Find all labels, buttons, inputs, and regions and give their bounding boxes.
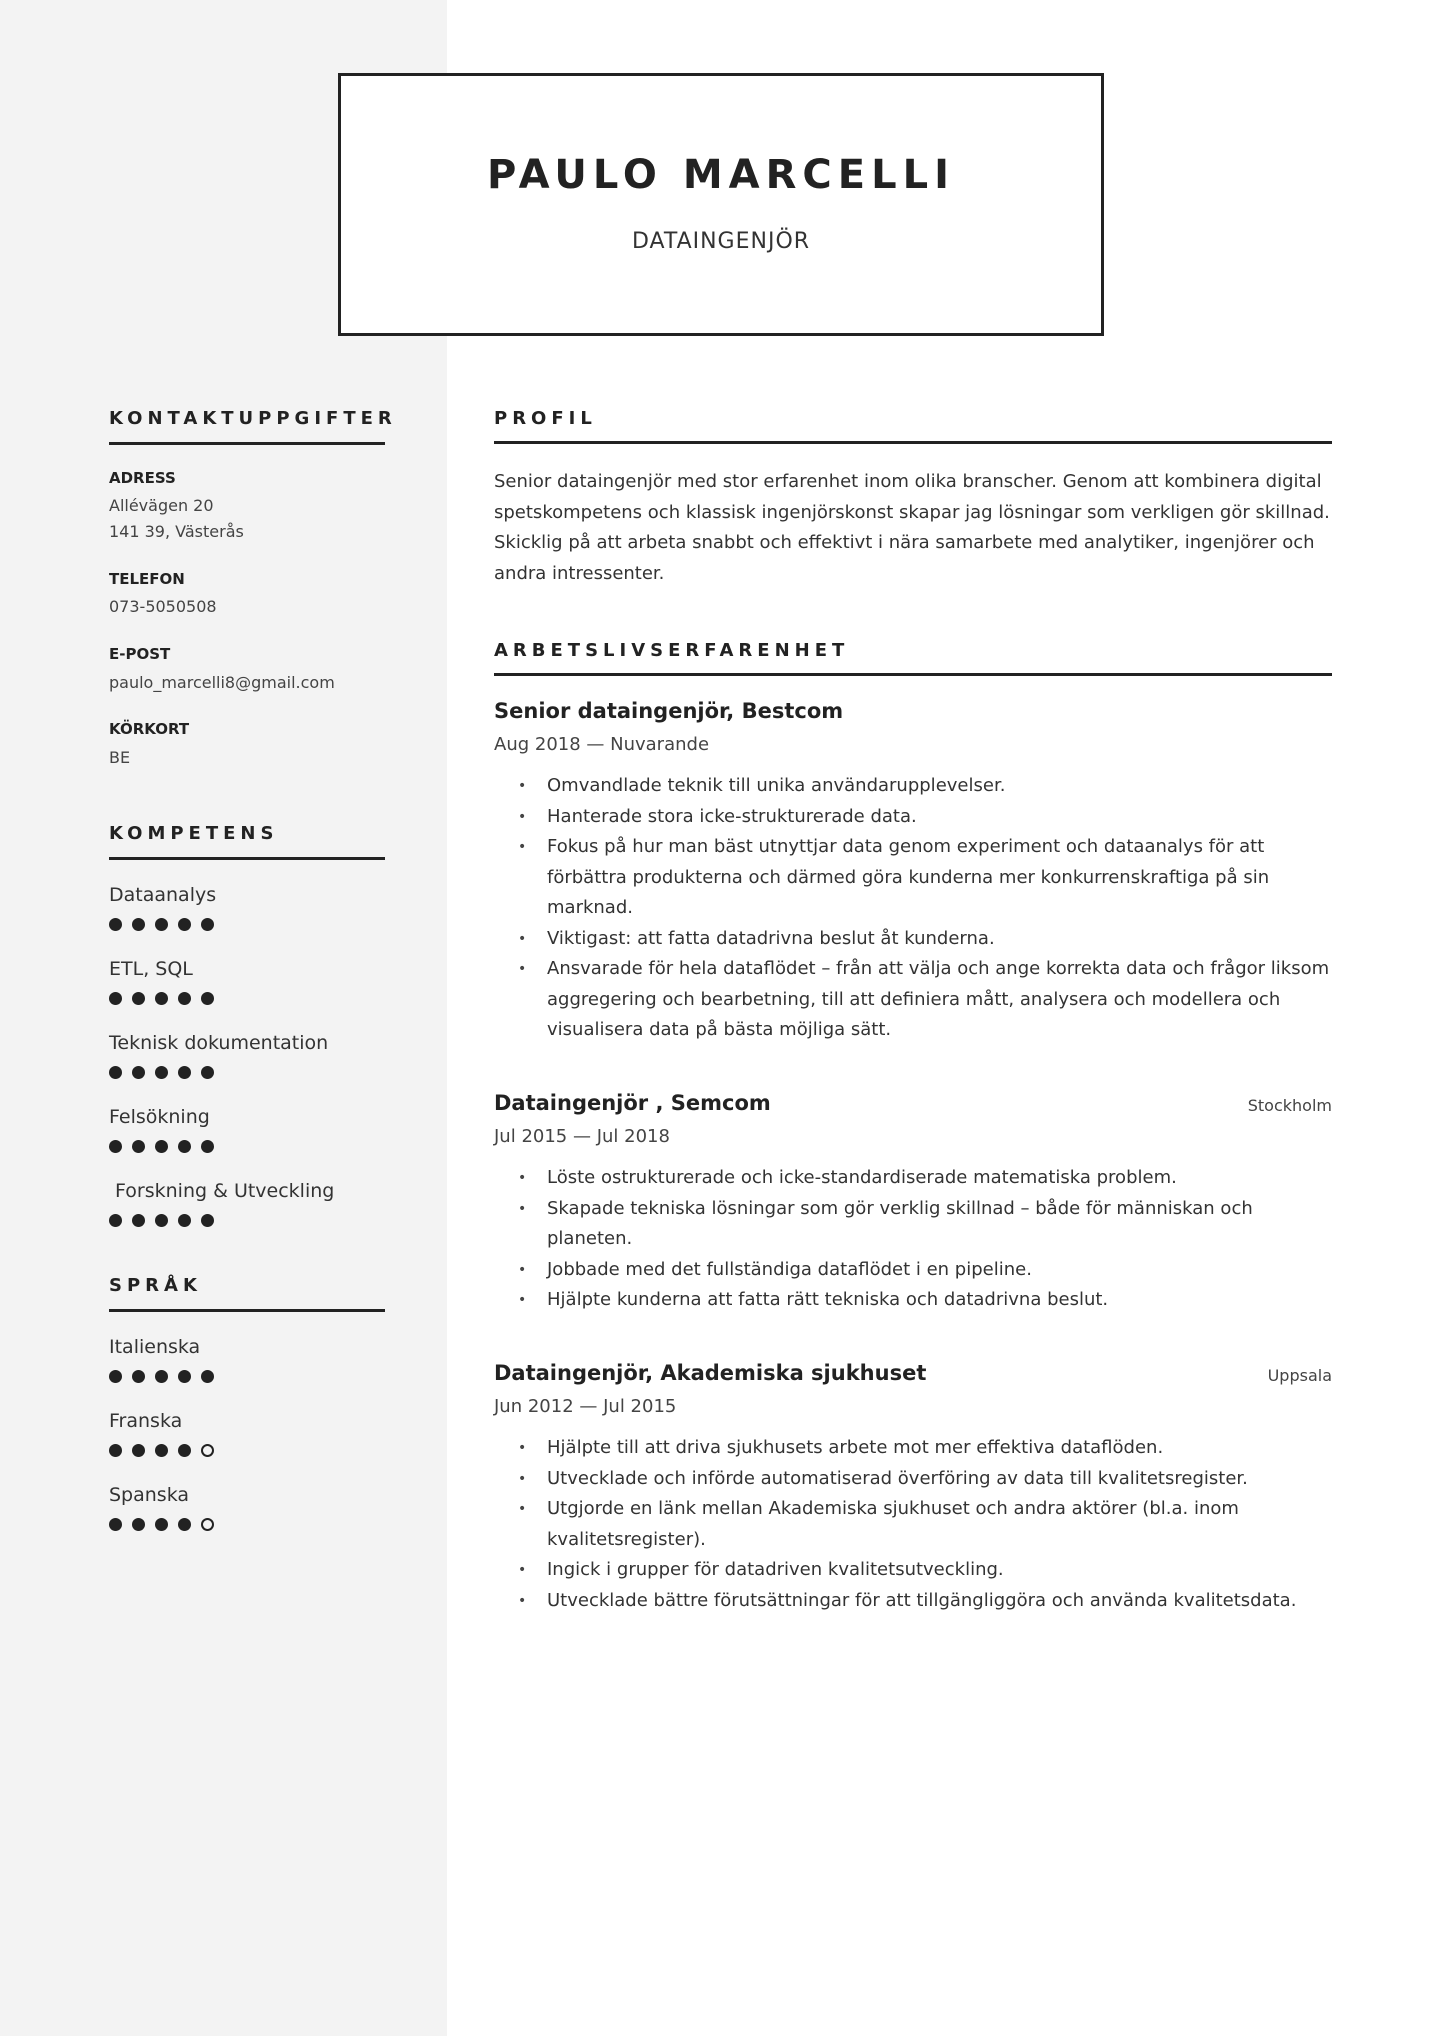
job-bullet: • Viktigast: att fatta datadrivna beslut åt kunderna. — [494, 924, 1332, 955]
address-line-2: 141 39, Västerås — [109, 522, 244, 541]
skill-rating — [109, 992, 214, 1005]
job-dates: Jun 2012 — Jul 2015 — [494, 1396, 677, 1417]
rating-dot-filled — [178, 1140, 191, 1153]
rating-dot-filled — [132, 1518, 145, 1531]
rating-dot-filled — [132, 1444, 145, 1457]
job-dates: Aug 2018 — Nuvarande — [494, 734, 710, 755]
candidate-name: PAULO MARCELLI — [487, 152, 955, 198]
skills-heading: KOMPETENS — [109, 823, 279, 844]
rating-dot-filled — [132, 1066, 145, 1079]
license-value: BE — [109, 748, 131, 767]
resume-header — [338, 73, 1104, 336]
rating-dot-filled — [178, 918, 191, 931]
job-bullets — [494, 1433, 1332, 1616]
job-role: Dataingenjör, Akademiska sjukhuset — [494, 1361, 927, 1385]
skill-rating — [109, 1140, 214, 1153]
rating-dot-filled — [201, 918, 214, 931]
rating-dot-filled — [132, 1214, 145, 1227]
rating-dot-filled — [132, 918, 145, 931]
rating-dot-filled — [155, 1066, 168, 1079]
job-dates: Jul 2015 — Jul 2018 — [494, 1126, 670, 1147]
email-value: paulo_marcelli8@gmail.com — [109, 673, 335, 692]
rating-dot-filled — [155, 918, 168, 931]
rating-dot-filled — [155, 1518, 168, 1531]
skill-name: Teknisk dokumentation — [109, 1032, 329, 1054]
language-name: Franska — [109, 1410, 183, 1432]
address-line-1: Allévägen 20 — [109, 496, 214, 515]
job-entry — [494, 1361, 1332, 1616]
profile-rule — [494, 441, 1332, 444]
job-bullet: • Jobbade med det fullständiga dataflödet i en pipeline. — [494, 1255, 1332, 1286]
language-name: Spanska — [109, 1484, 190, 1506]
address-label: ADRESS — [109, 469, 176, 487]
job-bullet: • Hjälpte till att driva sjukhusets arbete mot mer effektiva dataflöden. — [494, 1433, 1332, 1464]
rating-dot-filled — [109, 918, 122, 931]
job-bullets — [494, 771, 1332, 1046]
job-bullets — [494, 1163, 1332, 1316]
rating-dot-filled — [109, 1214, 122, 1227]
rating-dot-filled — [132, 992, 145, 1005]
email-label: E-POST — [109, 645, 171, 663]
rating-dot-filled — [178, 1444, 191, 1457]
skill-name: Dataanalys — [109, 884, 217, 906]
job-bullet: • Utgjorde en länk mellan Akademiska sjukhuset och andra aktörer (bl.a. inom kvalitetsregister). — [494, 1494, 1332, 1555]
rating-dot-filled — [109, 1370, 122, 1383]
job-bullet: • Ingick i grupper för datadriven kvalitetsutveckling. — [494, 1555, 1332, 1586]
job-location: Uppsala — [1267, 1366, 1332, 1385]
rating-dot-filled — [155, 1444, 168, 1457]
skill-rating — [109, 918, 214, 931]
job-bullet: • Fokus på hur man bäst utnyttjar data genom experiment och dataanalys för att förbättra produkterna och därmed göra kunderna mer konkurrenskraftiga på sin marknad. — [494, 832, 1332, 924]
rating-dot-filled — [201, 992, 214, 1005]
rating-dot-filled — [109, 1444, 122, 1457]
rating-dot-filled — [178, 1066, 191, 1079]
job-bullet: • Hanterade stora icke-strukturerade data. — [494, 802, 1332, 833]
language-rating — [109, 1370, 214, 1383]
skill-name: Felsökning — [109, 1106, 210, 1128]
rating-dot-filled — [155, 1214, 168, 1227]
rating-dot-filled — [109, 1518, 122, 1531]
rating-dot-filled — [132, 1370, 145, 1383]
rating-dot-filled — [155, 992, 168, 1005]
job-bullet: • Skapade tekniska lösningar som gör verklig skillnad – både för människan och planeten. — [494, 1194, 1332, 1255]
rating-dot-filled — [201, 1066, 214, 1079]
job-location: Stockholm — [1247, 1096, 1332, 1115]
profile-heading: PROFIL — [494, 408, 597, 429]
rating-dot-empty — [201, 1444, 214, 1457]
rating-dot-filled — [178, 1518, 191, 1531]
language-name: Italienska — [109, 1336, 201, 1358]
phone-value: 073-5050508 — [109, 597, 217, 616]
rating-dot-filled — [155, 1140, 168, 1153]
job-entry — [494, 699, 1332, 1046]
rating-dot-filled — [132, 1140, 145, 1153]
rating-dot-filled — [178, 1370, 191, 1383]
rating-dot-filled — [178, 992, 191, 1005]
rating-dot-filled — [109, 992, 122, 1005]
experience-rule — [494, 673, 1332, 676]
job-bullet: • Omvandlade teknik till unika användarupplevelser. — [494, 771, 1332, 802]
rating-dot-filled — [201, 1214, 214, 1227]
candidate-title: DATAINGENJÖR — [631, 229, 811, 254]
skills-rule — [109, 857, 385, 860]
job-role: Senior dataingenjör, Bestcom — [494, 699, 844, 723]
rating-dot-filled — [201, 1140, 214, 1153]
profile-text: Senior dataingenjör med stor erfarenhet inom olika branscher. Genom att kombinera digital spetskompetens och klassisk ingenjörskonst skapar jag lösningar som verkligen gör skillnad. Skicklig på att arbeta snabbt och effektivt i nära samarbete med analytiker, ingenjörer och andra intressenter. — [494, 471, 1330, 584]
rating-dot-filled — [109, 1140, 122, 1153]
phone-label: TELEFON — [109, 570, 185, 588]
job-bullet: • Löste ostrukturerade och icke-standardiserade matematiska problem. — [494, 1163, 1332, 1194]
job-role: Dataingenjör , Semcom — [494, 1091, 771, 1115]
job-bullet: • Utvecklade bättre förutsättningar för att tillgängliggöra och använda kvalitetsdata. — [494, 1586, 1332, 1617]
contact-heading: KONTAKTUPPGIFTER — [109, 408, 397, 429]
contact-rule — [109, 442, 385, 445]
language-rating — [109, 1518, 214, 1531]
rating-dot-filled — [155, 1370, 168, 1383]
job-bullet: • Ansvarade för hela dataflödet – från att välja och ange korrekta data och frågor liksom aggregering och bearbetning, till att definiera mått, analysera och modellera och visualisera data på bästa möjliga sätt. — [494, 954, 1332, 1046]
skill-name: Forskning & Utveckling — [109, 1180, 335, 1202]
language-rating — [109, 1444, 214, 1457]
rating-dot-filled — [178, 1214, 191, 1227]
rating-dot-filled — [109, 1066, 122, 1079]
job-entry — [494, 1091, 1332, 1316]
experience-heading: ARBETSLIVSERFARENHET — [494, 640, 850, 661]
rating-dot-empty — [201, 1518, 214, 1531]
languages-rule — [109, 1309, 385, 1312]
skill-rating — [109, 1066, 214, 1079]
job-bullet: • Utvecklade och införde automatiserad överföring av data till kvalitetsregister. — [494, 1464, 1332, 1495]
languages-heading: SPRÅK — [109, 1275, 202, 1296]
rating-dot-filled — [201, 1370, 214, 1383]
skill-name: ETL, SQL — [109, 958, 193, 980]
skill-rating — [109, 1214, 214, 1227]
license-label: KÖRKORT — [109, 720, 190, 738]
job-bullet: • Hjälpte kunderna att fatta rätt tekniska och datadrivna beslut. — [494, 1285, 1332, 1316]
